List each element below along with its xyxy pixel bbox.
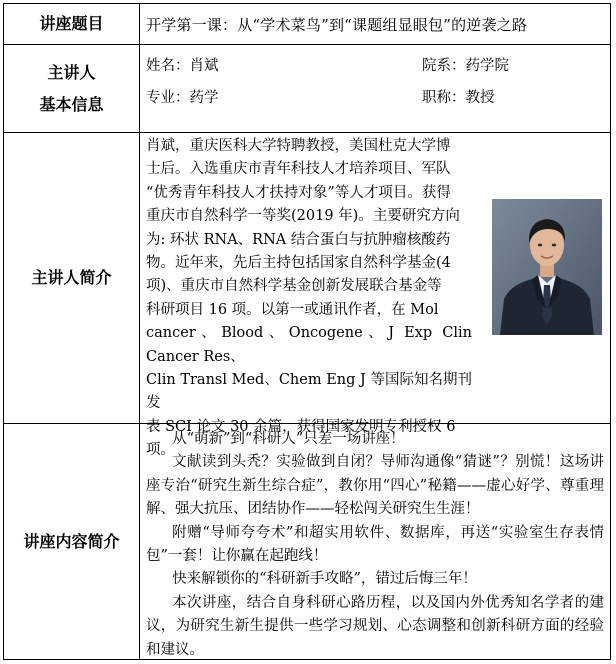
speaker-info-row	[4, 45, 610, 133]
lecture-content-text	[146, 428, 604, 662]
major-value: 药学	[189, 90, 219, 106]
portrait-photo-icon	[492, 199, 602, 335]
dept-label: 院系：	[422, 58, 466, 74]
rank-value: 教授	[465, 90, 495, 106]
bio-line: 科研项目 16 项。以第一或通讯作者，在 Mol	[146, 301, 439, 318]
title-label	[4, 4, 140, 44]
lecture-paragraph: 本次讲座，结合自身科研心路历程，以及国内外优秀知名学者的建议，为研究生新生提供一些学习规划、心态调整和创新科研方面的经验和建议。	[146, 594, 604, 658]
name-label: 姓名：	[146, 58, 190, 74]
speaker-info-label-line2: 基本信息	[39, 94, 104, 114]
speaker-info-label-line1: 主讲人	[47, 62, 96, 82]
speaker-bio-label-text: 主讲人简介	[31, 268, 112, 287]
bio-line: “优秀青年科技人才扶持对象”等人才项目。获得	[146, 184, 451, 201]
speaker-info-label	[4, 45, 140, 132]
lecture-content-label	[4, 424, 140, 659]
bio-line: cancer、Blood、Oncogene、J Exp Clin Cancer Res、	[146, 325, 472, 365]
rank-line	[422, 86, 495, 107]
bio-line: 项。	[146, 442, 175, 459]
bio-line: 表 SCI 论文 30 余篇，获得国家发明专利授权 6	[146, 418, 456, 435]
dept-line	[422, 54, 509, 75]
name-value: 肖斌	[189, 58, 219, 74]
title-cell	[140, 4, 610, 44]
bio-line: 项)、重庆市自然科学基金创新发展联合基金等	[146, 278, 442, 295]
lecture-content-cell	[140, 424, 610, 659]
lecture-title: 开学第一课：从“学术菜鸟”到“课题组显眼包”的逆袭之路	[146, 16, 528, 34]
bio-line: 士后。入选重庆市青年科技人才培养项目、军队	[146, 161, 451, 178]
dept-value: 药学院	[465, 58, 509, 74]
title-row	[4, 4, 610, 45]
lecture-paragraph: 文献读到头秃？实验做到自闭？导师沟通像“猜谜”？别慌！这场讲座专治“研究生新生综合症”，教你用“四心”秘籍——虚心好学、尊重理解、强大抗压、团结协作——轻松闯关研究生生涯！	[146, 454, 604, 518]
bio-line: 肖斌，重庆医科大学特聘教授，美国杜克大学博	[146, 138, 451, 154]
name-line	[146, 54, 219, 75]
bio-line: 重庆市自然科学一等奖(2019 年)。主要研究方向	[146, 208, 460, 225]
lecture-content-row	[4, 424, 610, 659]
lecture-content-label-text: 讲座内容简介	[23, 531, 120, 551]
table-border	[3, 3, 611, 660]
lecture-paragraph: 附赠“导师夸夸术”和超实用软件、数据库，再送“实验室生存表情包”一套！让你赢在起跑线！	[146, 524, 604, 565]
major-line	[146, 86, 219, 107]
bio-line: 为: 环状 RNA、RNA 结合蛋白与抗肿瘤核酸药	[146, 231, 451, 248]
speaker-bio-label	[4, 133, 140, 423]
speaker-info-cell	[140, 45, 610, 132]
lecture-info-table	[3, 3, 611, 660]
rank-label: 职称：	[422, 90, 466, 106]
bio-line: 物。近年来，先后主持包括国家自然科学基金(4	[146, 255, 451, 272]
lecture-paragraph: 从“萌新”到“科研人”只差一场讲座！	[172, 431, 405, 447]
major-label: 专业：	[146, 90, 190, 106]
speaker-photo	[492, 199, 602, 335]
title-label-text: 讲座题目	[39, 14, 104, 33]
speaker-bio-text	[146, 135, 472, 463]
bio-line: Clin Transl Med、Chem Eng J 等国际知名期刊发	[146, 372, 472, 412]
lecture-paragraph: 快来解锁你的“科研新手攻略”，错过后悔三年！	[172, 571, 477, 588]
